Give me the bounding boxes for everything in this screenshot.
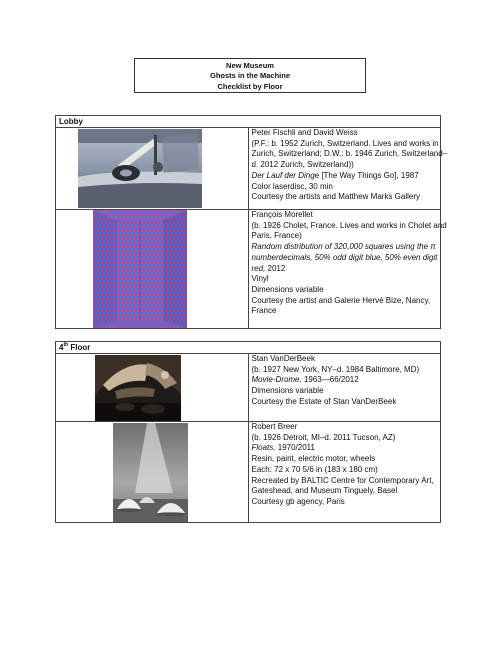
rolling-tire-film-still-art (78, 129, 202, 208)
floor-ordinal: th (63, 342, 69, 348)
artwork-caption (248, 128, 448, 210)
artwork-credit: Recreated by BALTIC Centre for Contemporary Art, (251, 475, 434, 485)
artwork-credit: Courtesy gb agency, Paris (251, 496, 345, 506)
artist-name: Robert Breer (251, 422, 298, 431)
floor-heading-4th (56, 342, 441, 354)
artwork-medium: Vinyl (251, 274, 269, 284)
artwork-credit: Courtesy the artists and Matthew Marks Gallery (251, 192, 421, 202)
artist-bio: (b. 1927 New York, NY–d. 1984 Baltimore, MD) (251, 364, 420, 374)
artwork-row-morellet (56, 210, 441, 329)
artwork-title-line (252, 443, 439, 454)
checklist-subtitle: Checklist by Floor (217, 81, 283, 91)
blue-red-squares-room-art (93, 210, 187, 328)
artwork-credit: Courtesy the artist and Galerie Hervé Bize, Nancy, (251, 295, 431, 305)
artwork-row-vanderbeek (56, 354, 441, 422)
floor-name: Lobby (59, 117, 83, 126)
artwork-date: 2012 (265, 263, 286, 273)
artwork-title: Der Lauf der Dinge (251, 170, 320, 180)
artwork-medium: Resin, paint, electric motor, wheels (251, 454, 376, 464)
floor-number: 4 (59, 343, 64, 352)
artwork-row-fischli-weiss (56, 128, 441, 210)
artwork-title-line (252, 264, 439, 275)
artwork-image-cell (56, 354, 249, 422)
floor-label: Floor (68, 343, 91, 352)
artwork-credit: Courtesy the Estate of Stan VanDerBeek (251, 396, 397, 406)
artist-name: Stan VanDerBeek (251, 354, 315, 363)
artist-bio: Zurich, Switzerland; D.W.: b. 1946 Zurich, Switzerland– (251, 149, 448, 159)
floor-heading-lobby (56, 116, 441, 128)
exhibition-title: Ghosts in the Machine (209, 71, 290, 80)
rolling-tire-film-still-image (78, 129, 202, 208)
artist-bio: (b. 1926 Detroit, MI–d. 2011 Tucson, AZ) (251, 432, 396, 442)
floats-domes-light-beam-art (113, 423, 188, 522)
artist-bio: (b. 1926 Cholet, France. Lives and works in Cholet and (251, 220, 447, 230)
artwork-image-cell (56, 422, 249, 523)
artwork-dimensions: Dimensions variable (251, 386, 324, 396)
artwork-credit: Gateshead, and Museum Tinguely, Basel (251, 486, 398, 496)
artist-name: François Morellet (251, 210, 313, 219)
artwork-title-line (252, 171, 439, 182)
floats-domes-light-beam-image (113, 423, 188, 522)
artwork-image-cell (56, 128, 249, 210)
artwork-date: [The Way Things Go], 1987 (319, 170, 419, 180)
artwork-title: Floats, (251, 443, 276, 453)
artwork-caption (248, 422, 441, 523)
fourth-floor-table (55, 341, 441, 523)
artist-bio: (P.F.: b. 1952 Zurich, Switzerland. Lives and works in (251, 138, 439, 148)
artwork-title: Movie-Drome, (251, 375, 302, 385)
artwork-title: Random distribution of 320,000 squares using the π (251, 242, 436, 252)
movie-drome-dome-projection-image (95, 355, 181, 421)
artwork-date: 1963—66/2012 (301, 375, 359, 385)
artwork-medium: Color laserdisc, 30 min (251, 181, 333, 191)
artwork-title: numberdecimals, 50% odd digit blue, 50% even digit (251, 252, 438, 262)
artwork-title-line (252, 375, 439, 386)
lobby-table (55, 115, 448, 329)
artwork-caption (248, 354, 441, 422)
artwork-dimensions: Each: 72 x 70 5/6 in (183 x 180 cm) (251, 464, 378, 474)
blue-red-squares-room-image (93, 210, 187, 328)
artwork-dimensions: Dimensions variable (251, 284, 324, 294)
artwork-credit: France (251, 306, 277, 316)
artwork-title: red, (251, 263, 266, 273)
artist-bio: Paris, France) (251, 231, 302, 241)
artwork-image-cell (56, 210, 249, 329)
artwork-date: 1970/2011 (275, 443, 315, 453)
artwork-caption (248, 210, 447, 329)
movie-drome-dome-projection-art (95, 355, 181, 421)
artist-bio: d. 2012 Zurich, Switzerland)) (251, 160, 354, 170)
artist-name: Peter Fischli and David Weiss (251, 128, 358, 137)
artwork-row-breer (56, 422, 441, 523)
museum-name: New Museum (226, 60, 274, 70)
checklist-title-box (134, 58, 366, 93)
